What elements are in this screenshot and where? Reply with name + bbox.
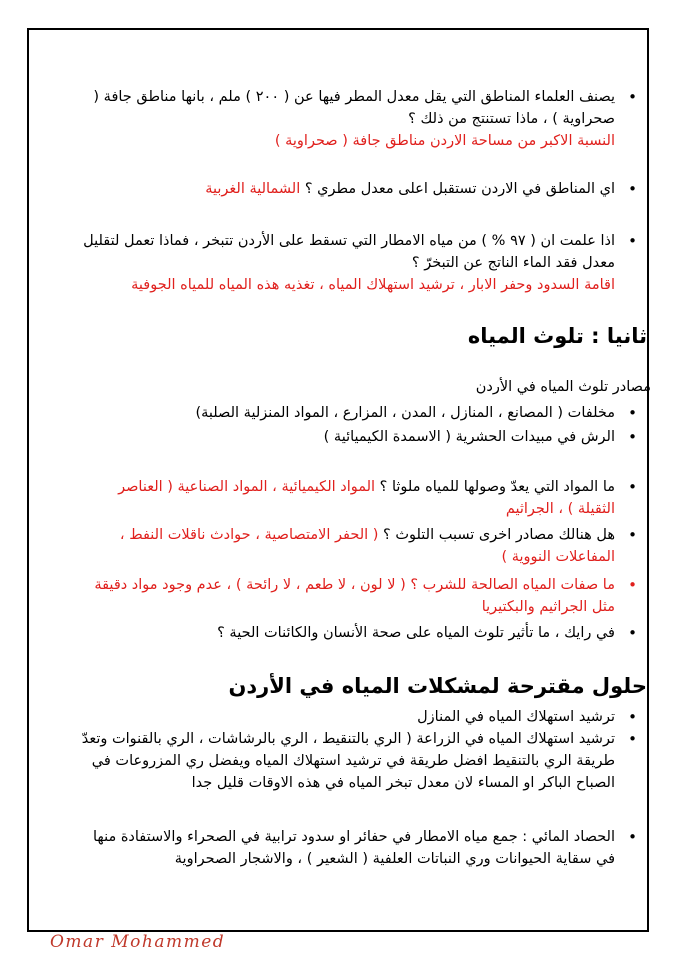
sources-heading: مصادر تلوث المياه في الأردن [475, 379, 651, 395]
question-text: ما المواد التي يعدّ وصولها للمياه ملوثا ؟ [379, 479, 615, 495]
question-evaporation [77, 230, 637, 296]
answer-text: اقامة السدود وحفر الابار ، ترشيد استهلاك المياه ، تغذيه هذه المياه للمياه الجوفية [131, 277, 615, 293]
question-text: اذا علمت ان ( ٩٧ % ) من مياه الامطار التي تسقط على الأردن تتبخر ، فماذا تعمل لتقليل معدل فقد الماء الناتج عن التبخرّ ؟ [83, 233, 615, 271]
list-item: • الحصاد المائي : جمع مياه الامطار في حفائر او سدود ترابية في الصحراء والاستفادة منها في سقاية الحيوانات وري النباتات العلفية ( الشعير ) ، والاشجار الصحراوية [77, 826, 637, 870]
section-title-solutions: حلول مقترحة لمشكلات المياه في الأردن [228, 674, 647, 698]
question-drinking-water: • ما صفات المياه الصالحة للشرب ؟ ( لا لون ، لا طعم ، لا رائحة ) ، عدم وجود مواد دقيقة مثل الجراثيم والبكتيريا [77, 574, 637, 618]
answer-text: الشمالية الغربية [205, 181, 301, 197]
answer-text: ( الحفر الامتصاصية ، حوادث ناقلات النفط ، المفاعلات النووية ) [119, 527, 615, 565]
list-item: • ترشيد استهلاك المياه في المنازل [77, 706, 637, 728]
list-item: • ترشيد استهلاك المياه في الزراعة ( الري بالتنقيط ، الري بالرشاشات ، الري بالقنوات وتعدّ طريقة الري بالتنقيط افضل طريقة في ترشيد استهلاك المياه ويفضل ري المزروعات في الصباح الباكر او المساء لان معدل تبخر المياه في هذه الاوقات قليل جدا [77, 728, 637, 794]
question-highest-rainfall [77, 178, 637, 200]
list-item: • مخلفات ( المصانع ، المنازل ، المدن ، المزارع ، المواد المنزلية الصلبة) [77, 402, 637, 424]
question-text: اي المناطق في الاردن تستقبل اعلى معدل مطري ؟ [304, 181, 615, 197]
question-other-sources [77, 524, 637, 568]
question-arid-regions [77, 86, 637, 152]
author-signature: Omar Mohammed [50, 932, 226, 952]
question-health-impact: • في رايك ، ما تأثير تلوث المياه على صحة الأنسان والكائنات الحية ؟ [77, 622, 637, 644]
list-item: • الرش في مبيدات الحشرية ( الاسمدة الكيميائية ) [77, 426, 637, 448]
answer-text: النسبة الاكبر من مساحة الاردن مناطق جافة ( صحراوية ) [274, 133, 615, 149]
answer-text: المواد الكيميائية ، المواد الصناعية ( العناصر الثقيلة ) ، الجراثيم [118, 479, 615, 517]
question-text: هل هنالك مصادر اخرى تسبب التلوث ؟ [383, 527, 615, 543]
question-pollutants [77, 476, 637, 520]
question-text: يصنف العلماء المناطق التي يقل معدل المطر فيها عن ( ٢٠٠ ) ملم ، بانها مناطق جافة ( صحراوية ) ، ماذا تستنتج من ذلك ؟ [93, 89, 615, 127]
section-title-water-pollution: ثانيا : تلوث المياه [467, 324, 647, 348]
